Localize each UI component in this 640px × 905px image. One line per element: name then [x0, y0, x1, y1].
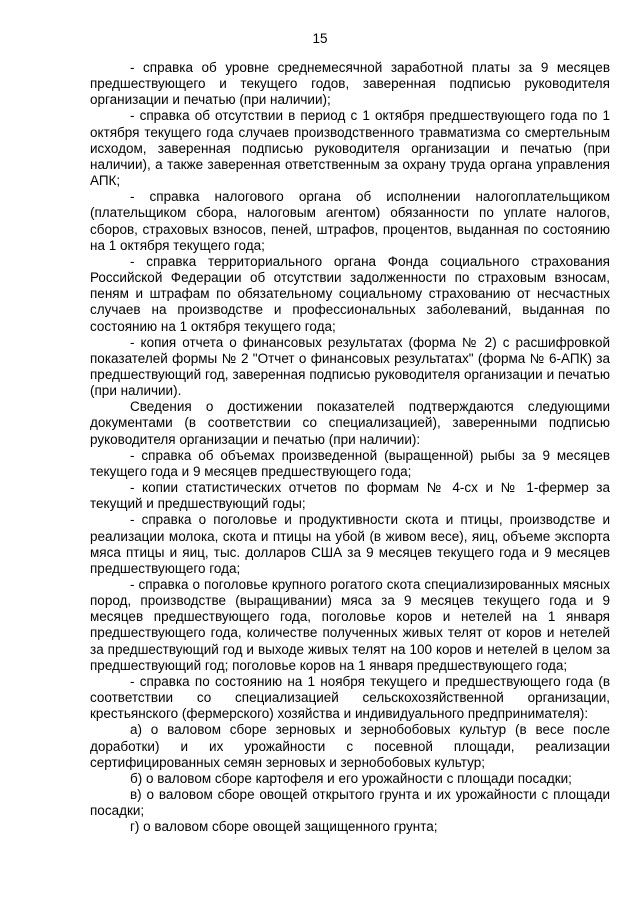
list-item-b-potato: б) о валовом сборе картофеля и его урожайности с площади посадки;	[130, 770, 572, 786]
paragraph-injury-certificate: - справка об отсутствии в период с 1 октября предшествующего года по 1 октября текущего года случаев производственного травматизма со смертельным исходом, заверенная подписью руководителя организации и печатью (при наличии), а также заверенная ответственным за охрану труда органа управления АПК;	[90, 108, 610, 189]
paragraph-fish-certificate: - справка об объемах произведенной (выращенной) рыбы за 9 месяцев текущего года и 9 месяцев предшествующего года;	[90, 447, 610, 479]
list-item-a-grain: а) о валовом сборе зерновых и зернобобовых культур (в весе после доработки) и их урожайности с посевной площади, реализации сертифицированных семян зерновых и зернобобовых культур;	[90, 722, 610, 770]
paragraph-statistical-reports: - копии статистических отчетов по формам № 4-сх и № 1-фермер за текущий и предшествующий годы;	[90, 480, 610, 512]
paragraph-financial-report-copy: - копия отчета о финансовых результатах (форма № 2) с расшифровкой показателей формы № 2 "Отчет о финансовых результатах" (форма № 6-АПК) за предшествующий год, заверенная подписью руководителя организации и печатью (при наличии).	[90, 334, 610, 399]
document-body	[90, 60, 610, 836]
paragraph-tax-certificate: - справка налогового органа об исполнении налогоплательщиком (плательщиком сбора, налоговым агентом) обязанности по уплате налогов, сборов, страховых взносов, пеней, штрафов, процентов, выданная по состоянию на 1 октября текущего года;	[90, 189, 610, 253]
paragraph-november-certificate: - справка по состоянию на 1 ноября текущего и предшествующего года (в соответствии со специализацией сельскохозяйственной организации, крестьянского (фермерского) хозяйства и индивидуального предпринимателя):	[90, 673, 610, 722]
list-item-c-open-vegetables: в) о валовом сборе овощей открытого грунта и их урожайности с площади посадки;	[90, 787, 610, 819]
paragraph-social-insurance-certificate: - справка территориального органа Фонда социального страхования Российской Федерации об отсутствии задолженности по страховым взносам, пеням и штрафам по обязательному социальному страхованию от несчастных случаев на производстве и профессиональных заболеваний, выданная по состоянию на 1 октября текущего года;	[90, 253, 610, 334]
paragraph-salary-certificate: - справка об уровне среднемесячной заработной платы за 9 месяцев предшествующего и текущего годов, заверенная подписью руководителя организации и печатью (при наличии);	[90, 60, 610, 108]
paragraph-livestock-certificate: - справка о поголовье и продуктивности скота и птицы, производстве и реализации молока, скота и птицы на убой (в живом весе), яиц, объеме экспорта мяса птицы и яиц, тыс. долларов США за 9 месяцев текущего года и 9 месяцев предшествующего года;	[90, 512, 610, 576]
page-number: 15	[312, 31, 328, 46]
paragraph-cattle-certificate: - справка о поголовье крупного рогатого скота специализированных мясных пород, производстве (выращивании) мяса за 9 месяцев текущего года и 9 месяцев предшествующего года, поголовье коров и нетелей на 1 января предшествующего года, количестве полученных живых телят от коров и нетелей за предшествующий год и выходе живых телят на 100 коров и нетелей в целом за предшествующий год; поголовье коров на 1 января предшествующего года;	[90, 577, 610, 673]
list-item-d-greenhouse-vegetables: г) о валовом сборе овощей защищенного грунта;	[130, 819, 438, 835]
paragraph-indicators-intro: Сведения о достижении показателей подтверждаются следующими документами (в соответствии со специализацией), заверенными подписью руководителя организации и печатью (при наличии):	[90, 399, 610, 447]
